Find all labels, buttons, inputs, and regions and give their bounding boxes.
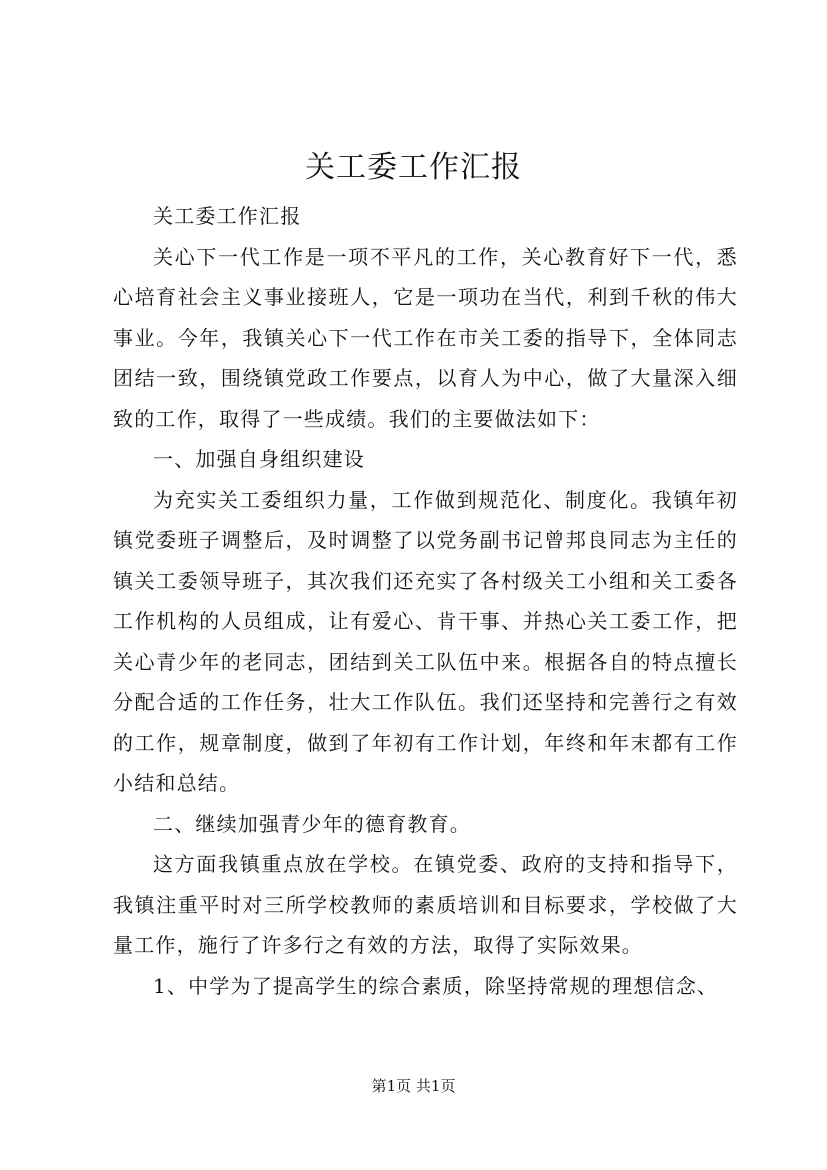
footer-page-suffix: 页 共 <box>396 1077 431 1095</box>
paragraph-section-2: 这方面我镇重点放在学校。在镇党委、政府的支持和指导下，我镇注重平时对三所学校教师的素质培训和目标要求，学校做了大量工作，施行了许多行之有效的方法，取得了实际效果。 <box>113 852 738 957</box>
section-heading-2: 二、继续加强青少年的德育教育。 <box>153 811 471 836</box>
section-heading-1: 一、加强自身组织建设 <box>153 447 365 471</box>
page-footer <box>0 1076 827 1096</box>
footer-page-prefix: 第 <box>371 1077 387 1095</box>
footer-page-number: 1 <box>386 1077 397 1095</box>
footer-total-pages: 1 <box>430 1077 441 1095</box>
paragraph-item-1: 1、中学为了提高学生的综合素质，除坚持常规的理想信念、 <box>153 973 719 998</box>
document-body <box>113 196 738 1006</box>
document-title: 关工委工作汇报 <box>305 150 522 185</box>
paragraph-section-1: 为充实关工委组织力量，工作做到规范化、制度化。我镇年初镇党委班子调整后，及时调整了以党务副书记曾邦良同志为主任的镇关工委领导班子，其次我们还充实了各村级关工小组和关工委各工作机构的人员组成，让有爱心、肯干事、并热心关工委工作，把关心青少年的老同志，团结到关工队伍中来。根据各自的特点擅长分配合适的工作任务，壮大工作队伍。我们还坚持和完善行之有效的工作，规章制度，做到了年初有工作计划，年终和年末都有工作小结和总结。 <box>113 487 738 795</box>
footer-total-suffix: 页 <box>440 1077 456 1095</box>
paragraph-subtitle: 关工委工作汇报 <box>153 204 302 228</box>
paragraph-intro: 关心下一代工作是一项不平凡的工作，关心教育好下一代，悉心培育社会主义事业接班人，它是一项功在当代，利到千秋的伟大事业。今年，我镇关心下一代工作在市关工委的指导下，全体同志团结一致，围绕镇党政工作要点，以育人为中心，做了大量深入细致的工作，取得了一些成绩。我们的主要做法如下： <box>113 244 738 431</box>
